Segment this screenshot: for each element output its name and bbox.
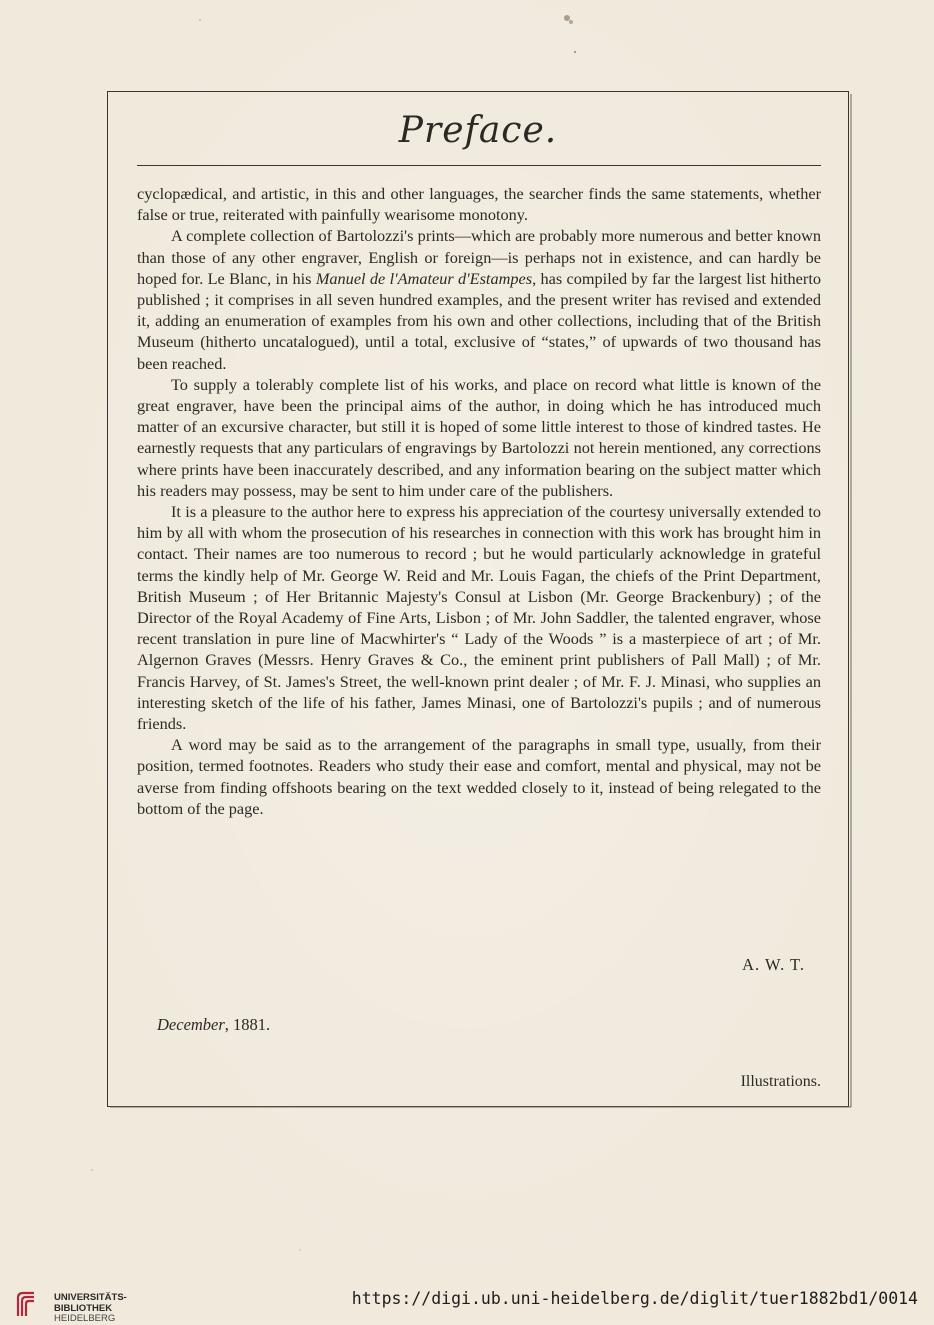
date-line [157,1015,270,1035]
text-segment: cyclopædical, and artistic, in this and other languages, the searcher finds the same statements, whether false or true, reiterated with painfully wearisome monotony. [137,184,821,225]
preface-body [137,183,821,819]
institution-name [54,1293,127,1325]
text-segment: It is a pleasure to the author here to express his appreciation of the courtesy universally extended to him by all with whom the prosecution of his researches in connection with this work has brought him in contact. Their names are too numerous to record ; but he would particularly acknowledge in grateful terms the kindly help of Mr. George W. Reid and Mr. Louis Fagan, the chiefs of the Print Department, British Museum ; of Her Britannic Majesty's Consul at Lisbon (Mr. George Brackenbury) ; of the Director of the Royal Academy of Fine Arts, Lisbon ; of Mr. John Saddler, the talented engraver, whose recent translation in pure line of Macwhirter's “ Lady of the Woods ” is a masterpiece of art ; of Mr. Algernon Graves (Messrs. Henry Graves & Co., the eminent print publishers of Pall Mall) ; of Mr. Francis Harvey, of St. James's Street, the well-known print dealer ; of Mr. F. J. Minasi, who supplies an interesting sketch of the life of his father, James Minasi, one of Bartolozzi's pupils ; and of numerous friends. [137,502,821,734]
catchword: Illustrations. [740,1073,821,1090]
frame-shadow-right [850,94,852,1107]
date-month: December [157,1015,225,1034]
frame-shadow-bottom [110,1106,851,1108]
source-url[interactable]: https://digi.ub.uni-heidelberg.de/diglit/tuer1882bd1/0014 [351,1289,918,1308]
institution-line-1: UNIVERSITÄTS- [54,1292,127,1303]
text-segment: A word may be said as to the arrangement of the paragraphs in small type, usually, from their position, termed footnotes. Readers who study their ease and comfort, mental and physical, may not be averse from finding offshoots bearing on the text wedded closely to it, instead of being relegated to the bottom of the page. [137,735,821,818]
paragraph [137,734,821,819]
paragraph [137,225,821,373]
title-rule [137,165,821,166]
date-year: , 1881. [224,1015,271,1034]
paragraph [137,501,821,734]
university-library-logo [12,1290,40,1318]
text-segment: A complete collection of Bartolozzi's prints—which are probably more numerous and better known than those of any other engraver, English or foreign—is perhaps not in existence, and can hardly be hoped for. Le Blanc, in his [137,226,821,288]
page-title: Preface. [398,110,558,151]
paragraph [137,183,821,225]
italic-title: Manuel de l'Amateur d'Estampes [315,268,533,288]
institution-line-2: BIBLIOTHEK [54,1302,113,1314]
paragraph [137,374,821,501]
text-segment: To supply a tolerably complete list of his works, and place on record what little is known of the great engraver, have been the principal aims of the author, in doing which he has introduced much matter of an excursive character, but still it is hoped of some little interest to those of kindred tastes. He earnestly requests that any particulars of engravings by Bartolozzi not herein mentioned, any corrections where prints have been inaccurately described, and any information bearing on the subject matter which his readers may possess, may be sent to him under care of the publishers. [137,374,821,500]
author-initials: A. W. T. [742,955,805,974]
text-segment: , has compiled by far the largest list hitherto published ; it comprises in all seven hundred examples, and the present writer has revised and extended it, adding an enumeration of examples from his own and other collections, including that of the British Museum (hitherto uncatalogued), until a total, exclusive of “states,” of upwards of two thousand has been reached. [137,268,821,373]
institution-line-3: HEIDELBERG [54,1313,116,1324]
